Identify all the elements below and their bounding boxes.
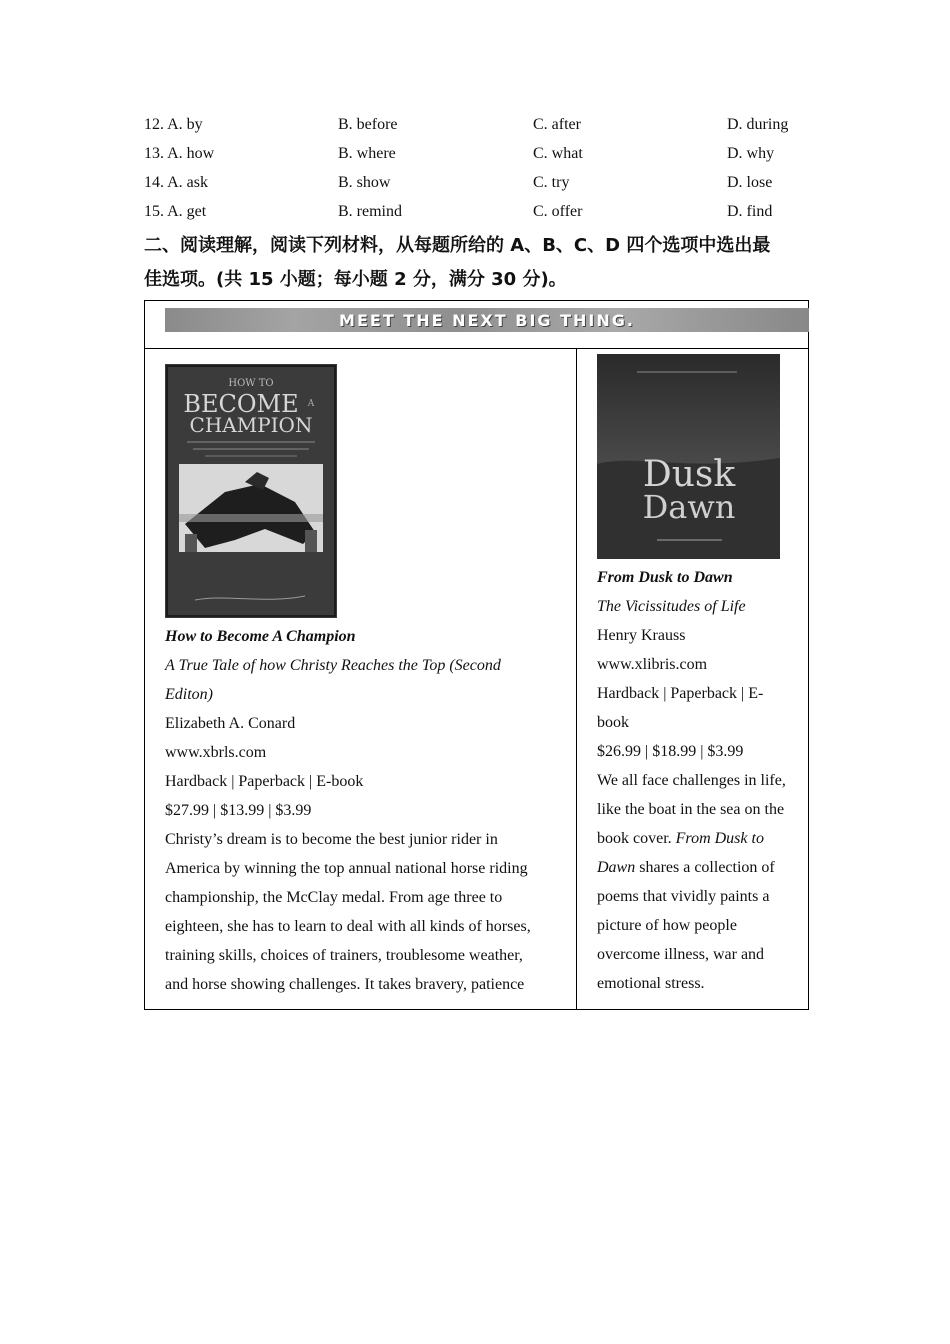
option-b: B. remind xyxy=(338,203,402,220)
ad-header xyxy=(145,301,808,349)
book-2-website: www.xlibris.com xyxy=(597,656,708,673)
option-d: D. during xyxy=(727,116,789,133)
cover-text: A xyxy=(307,399,315,409)
book-2-title: From Dusk to Dawn xyxy=(597,569,733,586)
book-1-website: www.xbrls.com xyxy=(165,744,267,761)
book-1-description-line: championship, the McClay medal. From age three to xyxy=(165,889,503,906)
book-2-subtitle: The Vicissitudes of Life xyxy=(597,598,746,615)
book-1-description-line: Christy’s dream is to become the best junior rider in xyxy=(165,831,498,848)
option-row-15 xyxy=(144,199,809,228)
column-divider xyxy=(576,348,577,1009)
book-2-prices: $26.99 | $18.99 | $3.99 xyxy=(597,743,744,760)
book-1-description-line: and horse showing challenges. It takes bravery, patience xyxy=(165,976,525,993)
description-book-title: Dawn xyxy=(597,859,636,876)
book-2-description-line: We all face challenges in life, xyxy=(597,772,786,789)
book-advertisement xyxy=(144,300,809,1010)
banner xyxy=(165,308,809,332)
option-row-14 xyxy=(144,170,809,199)
option-row-13 xyxy=(144,141,809,170)
book-1-author: Elizabeth A. Conard xyxy=(165,715,296,732)
description-text: shares a collection of xyxy=(635,859,775,876)
book-2-description-line: poems that vividly paints a xyxy=(597,888,770,905)
book-2-description-line: overcome illness, war and xyxy=(597,946,765,963)
cover-text: CHAMPION xyxy=(189,413,313,437)
book-2-description-line xyxy=(597,824,802,853)
option-a: 15. A. get xyxy=(144,203,207,220)
book-1-title: How to Become A Champion xyxy=(165,628,356,645)
book-2-description-line: like the boat in the sea on the xyxy=(597,801,785,818)
section-heading-line-2: 佳选项。(共 15 小题；每小题 2 分，满分 30 分)。 xyxy=(144,269,567,290)
book-2-cover-image xyxy=(597,354,780,559)
book-2 xyxy=(597,354,802,998)
cover-text: BECOME xyxy=(183,390,299,418)
cover-text: Dawn xyxy=(642,488,736,526)
cover-text: HOW TO xyxy=(228,378,274,389)
book-1-subtitle-cont: Editon) xyxy=(165,686,213,703)
cover-text: Dusk xyxy=(642,454,736,495)
option-c: C. offer xyxy=(533,203,583,220)
option-b: B. where xyxy=(338,145,396,162)
book-2-formats: Hardback | Paperback | E- xyxy=(597,685,764,702)
book-1-subtitle: A True Tale of how Christy Reaches the Top (Second xyxy=(165,657,501,674)
description-book-title: From Dusk to xyxy=(675,830,764,847)
description-text: book cover. xyxy=(597,830,676,847)
book-2-description-line xyxy=(597,853,802,882)
option-row-12 xyxy=(144,112,809,141)
option-a: 12. A. by xyxy=(144,116,203,133)
section-heading xyxy=(144,229,814,297)
book-1-description-line: America by winning the top annual national horse riding xyxy=(165,860,528,877)
book-2-description-line: picture of how people xyxy=(597,917,737,934)
option-c: C. after xyxy=(533,116,581,133)
option-c: C. what xyxy=(533,145,583,162)
option-d: D. find xyxy=(727,203,773,220)
option-a: 14. A. ask xyxy=(144,174,208,191)
section-heading-line-1: 二、阅读理解，阅读下列材料，从每题所给的 A、B、C、D 四个选项中选出最 xyxy=(144,235,771,256)
book-1-description-line: training skills, choices of trainers, troublesome weather, xyxy=(165,947,523,964)
option-d: D. why xyxy=(727,145,775,162)
option-b: B. before xyxy=(338,116,398,133)
option-c: C. try xyxy=(533,174,570,191)
book-1-formats: Hardback | Paperback | E-book xyxy=(165,773,364,790)
book-1-description-line: eighteen, she has to learn to deal with all kinds of horses, xyxy=(165,918,531,935)
book-2-formats-cont: book xyxy=(597,714,629,731)
book-1-prices: $27.99 | $13.99 | $3.99 xyxy=(165,802,312,819)
banner-text: MEET THE NEXT BIG THING. xyxy=(339,310,635,330)
option-a: 13. A. how xyxy=(144,145,215,162)
book-2-author: Henry Krauss xyxy=(597,627,686,644)
book-1 xyxy=(165,364,565,999)
answer-options xyxy=(144,112,809,228)
option-b: B. show xyxy=(338,174,391,191)
option-d: D. lose xyxy=(727,174,773,191)
book-2-description-line: emotional stress. xyxy=(597,975,705,992)
book-1-cover-image xyxy=(165,364,337,618)
